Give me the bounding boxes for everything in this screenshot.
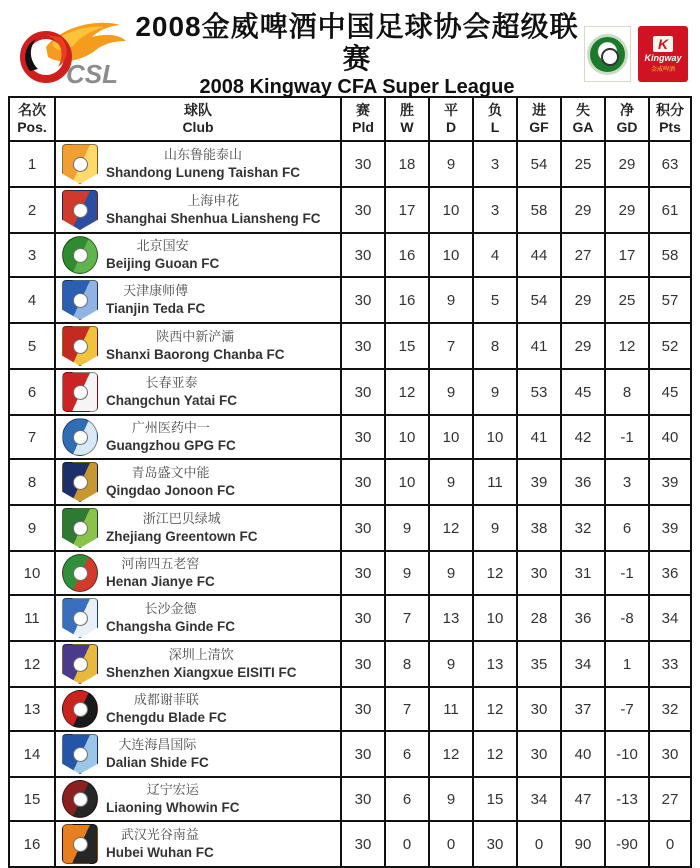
draws-cell: 11 [429, 687, 473, 731]
club-name-en: Zhejiang Greentown FC [106, 528, 258, 544]
played-cell: 30 [341, 641, 385, 687]
played-cell: 30 [341, 459, 385, 505]
wins-cell: 15 [385, 323, 429, 369]
wins-cell: 9 [385, 551, 429, 595]
club-name-en: Changchun Yatai FC [106, 392, 238, 408]
goals-against-cell: 29 [561, 277, 605, 323]
table-row [9, 187, 691, 233]
club-name-zh: 大连海昌国际 [118, 736, 197, 752]
col-header-ga: 失 GA [561, 97, 605, 141]
played-cell: 30 [341, 277, 385, 323]
wins-cell: 0 [385, 821, 429, 867]
club-badge-icon [62, 280, 98, 320]
goals-for-cell: 38 [517, 505, 561, 551]
club-name-zh: 辽宁宏运 [146, 781, 199, 797]
draws-cell: 9 [429, 777, 473, 821]
club-name-en: Hubei Wuhan FC [106, 844, 214, 860]
wins-cell: 9 [385, 505, 429, 551]
played-cell: 30 [341, 505, 385, 551]
position-cell: 15 [9, 777, 55, 821]
points-cell: 40 [649, 415, 691, 459]
goals-against-cell: 27 [561, 233, 605, 277]
points-cell: 52 [649, 323, 691, 369]
club-cell [55, 777, 341, 821]
points-cell: 32 [649, 687, 691, 731]
page-header [0, 0, 700, 99]
col-header-w: 胜 W [385, 97, 429, 141]
draws-cell: 9 [429, 141, 473, 187]
club-badge-icon [62, 144, 98, 184]
goals-against-cell: 90 [561, 821, 605, 867]
goal-diff-cell: 1 [605, 641, 649, 687]
page-title-zh: 2008金威啤酒中国足球协会超级联赛 [135, 10, 579, 74]
kingway-sponsor-badge [638, 26, 688, 82]
position-cell: 2 [9, 187, 55, 233]
goals-against-cell: 32 [561, 505, 605, 551]
goals-against-cell: 25 [561, 141, 605, 187]
points-cell: 58 [649, 233, 691, 277]
csl-logo-text: CSL [66, 59, 118, 89]
kingway-k-icon: K [653, 36, 673, 52]
club-badge-icon [62, 644, 98, 684]
draws-cell: 9 [429, 459, 473, 505]
club-cell [55, 459, 341, 505]
goals-for-cell: 0 [517, 821, 561, 867]
club-badge-icon [62, 462, 98, 502]
losses-cell: 15 [473, 777, 517, 821]
played-cell: 30 [341, 323, 385, 369]
goal-diff-cell: -8 [605, 595, 649, 641]
position-cell: 10 [9, 551, 55, 595]
table-row [9, 459, 691, 505]
draws-cell: 0 [429, 821, 473, 867]
position-cell: 6 [9, 369, 55, 415]
table-row [9, 777, 691, 821]
club-name-zh: 武汉光谷南益 [120, 826, 199, 842]
col-header-pld: 赛 Pld [341, 97, 385, 141]
goals-against-cell: 36 [561, 459, 605, 505]
goals-for-cell: 54 [517, 277, 561, 323]
col-header-d: 平 D [429, 97, 473, 141]
club-name-zh: 广州医药中一 [131, 419, 210, 435]
draws-cell: 12 [429, 731, 473, 777]
csl-logo [8, 17, 130, 91]
goals-for-cell: 58 [517, 187, 561, 233]
club-cell [55, 277, 341, 323]
page-title-en: 2008 Kingway CFA Super League [199, 76, 515, 99]
club-badge-icon [62, 372, 98, 412]
club-name-en: Shanxi Baorong Chanba FC [106, 346, 285, 362]
club-name-zh: 成都谢菲联 [133, 691, 199, 707]
goals-for-cell: 44 [517, 233, 561, 277]
losses-cell: 3 [473, 141, 517, 187]
club-badge-icon [62, 554, 98, 592]
points-cell: 61 [649, 187, 691, 233]
club-name-zh: 长春亚泰 [145, 374, 198, 390]
league-table [8, 96, 692, 868]
club-name-en: Changsha Ginde FC [106, 618, 236, 634]
goal-diff-cell: -10 [605, 731, 649, 777]
goal-diff-cell: -1 [605, 551, 649, 595]
played-cell: 30 [341, 551, 385, 595]
table-row [9, 641, 691, 687]
club-badge-icon [62, 326, 98, 366]
played-cell: 30 [341, 731, 385, 777]
club-badge-icon [62, 690, 98, 728]
position-cell: 7 [9, 415, 55, 459]
header-logos [584, 26, 688, 82]
club-name-zh: 陕西中新浐灞 [156, 328, 235, 344]
table-row [9, 323, 691, 369]
cfa-league-badge-icon [584, 26, 631, 82]
position-cell: 9 [9, 505, 55, 551]
wins-cell: 18 [385, 141, 429, 187]
position-cell: 14 [9, 731, 55, 777]
title-block [130, 11, 584, 99]
goals-for-cell: 41 [517, 415, 561, 459]
points-cell: 39 [649, 459, 691, 505]
club-name-en: Chengdu Blade FC [106, 709, 227, 725]
goals-for-cell: 30 [517, 551, 561, 595]
goal-diff-cell: 25 [605, 277, 649, 323]
points-cell: 34 [649, 595, 691, 641]
table-row [9, 687, 691, 731]
goal-diff-cell: -7 [605, 687, 649, 731]
club-cell [55, 731, 341, 777]
losses-cell: 13 [473, 641, 517, 687]
goals-against-cell: 31 [561, 551, 605, 595]
club-cell [55, 505, 341, 551]
col-header-l: 负 L [473, 97, 517, 141]
goals-for-cell: 30 [517, 687, 561, 731]
club-name-en: Qingdao Jonoon FC [106, 482, 235, 498]
club-name-en: Tianjin Teda FC [106, 300, 206, 316]
table-row [9, 141, 691, 187]
played-cell: 30 [341, 687, 385, 731]
wins-cell: 12 [385, 369, 429, 415]
goals-against-cell: 42 [561, 415, 605, 459]
club-cell [55, 323, 341, 369]
club-cell [55, 233, 341, 277]
losses-cell: 30 [473, 821, 517, 867]
club-name-en: Shanghai Shenhua Liansheng FC [106, 210, 321, 226]
played-cell: 30 [341, 595, 385, 641]
wins-cell: 16 [385, 233, 429, 277]
points-cell: 30 [649, 731, 691, 777]
draws-cell: 9 [429, 369, 473, 415]
league-table-header [9, 97, 691, 141]
col-header-pts: 积分 Pts [649, 97, 691, 141]
wins-cell: 7 [385, 595, 429, 641]
losses-cell: 12 [473, 551, 517, 595]
club-cell [55, 821, 341, 867]
table-row [9, 233, 691, 277]
wins-cell: 16 [385, 277, 429, 323]
goals-for-cell: 34 [517, 777, 561, 821]
club-name-en: Guangzhou GPG FC [106, 437, 236, 453]
club-cell [55, 595, 341, 641]
club-name-zh: 河南四五老窖 [121, 555, 200, 571]
draws-cell: 9 [429, 277, 473, 323]
club-badge-icon [62, 418, 98, 456]
played-cell: 30 [341, 141, 385, 187]
wins-cell: 8 [385, 641, 429, 687]
goal-diff-cell: 29 [605, 187, 649, 233]
goals-against-cell: 29 [561, 323, 605, 369]
club-name-zh: 深圳上清饮 [168, 646, 234, 662]
club-badge-icon [62, 508, 98, 548]
draws-cell: 9 [429, 641, 473, 687]
draws-cell: 9 [429, 551, 473, 595]
club-badge-icon [62, 824, 98, 864]
losses-cell: 11 [473, 459, 517, 505]
goals-for-cell: 41 [517, 323, 561, 369]
football-icon [587, 34, 628, 75]
position-cell: 12 [9, 641, 55, 687]
club-cell [55, 551, 341, 595]
wins-cell: 6 [385, 731, 429, 777]
club-badge-icon [62, 190, 98, 230]
draws-cell: 7 [429, 323, 473, 369]
goals-against-cell: 29 [561, 187, 605, 233]
draws-cell: 13 [429, 595, 473, 641]
goal-diff-cell: 8 [605, 369, 649, 415]
played-cell: 30 [341, 777, 385, 821]
points-cell: 33 [649, 641, 691, 687]
club-name-zh: 浙江巴贝绿城 [142, 510, 221, 526]
col-header-gf: 进 GF [517, 97, 561, 141]
losses-cell: 12 [473, 687, 517, 731]
losses-cell: 9 [473, 369, 517, 415]
club-name-en: Beijing Guoan FC [106, 255, 220, 271]
club-cell [55, 641, 341, 687]
goals-against-cell: 47 [561, 777, 605, 821]
club-badge-icon [62, 598, 98, 638]
club-name-en: Henan Jianye FC [106, 573, 215, 589]
col-header-club: 球队 Club [55, 97, 341, 141]
goal-diff-cell: -13 [605, 777, 649, 821]
club-name-zh: 北京国安 [136, 237, 189, 253]
goal-diff-cell: 29 [605, 141, 649, 187]
points-cell: 39 [649, 505, 691, 551]
draws-cell: 10 [429, 187, 473, 233]
points-cell: 0 [649, 821, 691, 867]
club-cell [55, 369, 341, 415]
table-row [9, 505, 691, 551]
club-name-zh: 长沙金德 [144, 600, 197, 616]
table-row [9, 415, 691, 459]
table-row [9, 369, 691, 415]
position-cell: 11 [9, 595, 55, 641]
losses-cell: 8 [473, 323, 517, 369]
wins-cell: 10 [385, 415, 429, 459]
draws-cell: 10 [429, 233, 473, 277]
goals-against-cell: 45 [561, 369, 605, 415]
losses-cell: 3 [473, 187, 517, 233]
goal-diff-cell: 17 [605, 233, 649, 277]
club-name-zh: 上海申花 [187, 192, 240, 208]
losses-cell: 10 [473, 595, 517, 641]
club-name-en: Shenzhen Xiangxue EISITI FC [106, 664, 297, 680]
table-row [9, 595, 691, 641]
position-cell: 13 [9, 687, 55, 731]
goal-diff-cell: -90 [605, 821, 649, 867]
goals-for-cell: 39 [517, 459, 561, 505]
table-row [9, 551, 691, 595]
league-table-body [9, 141, 691, 867]
points-cell: 27 [649, 777, 691, 821]
points-cell: 45 [649, 369, 691, 415]
club-cell [55, 687, 341, 731]
club-badge-icon [62, 236, 98, 274]
club-name-zh: 天津康师傅 [123, 282, 189, 298]
club-cell [55, 141, 341, 187]
club-name-en: Dalian Shide FC [106, 754, 209, 770]
losses-cell: 12 [473, 731, 517, 777]
wins-cell: 10 [385, 459, 429, 505]
club-cell [55, 415, 341, 459]
draws-cell: 12 [429, 505, 473, 551]
losses-cell: 10 [473, 415, 517, 459]
goals-for-cell: 54 [517, 141, 561, 187]
table-row [9, 731, 691, 777]
club-cell [55, 187, 341, 233]
goals-against-cell: 37 [561, 687, 605, 731]
kingway-subtext: 金威啤酒 [650, 66, 675, 73]
table-row [9, 821, 691, 867]
wins-cell: 6 [385, 777, 429, 821]
club-name-zh: 青岛盛文中能 [131, 464, 210, 480]
goals-against-cell: 36 [561, 595, 605, 641]
points-cell: 57 [649, 277, 691, 323]
goals-for-cell: 53 [517, 369, 561, 415]
club-name-en: Shandong Luneng Taishan FC [106, 164, 300, 180]
played-cell: 30 [341, 415, 385, 459]
club-name-en: Liaoning Whowin FC [106, 799, 240, 815]
goal-diff-cell: 6 [605, 505, 649, 551]
goals-against-cell: 34 [561, 641, 605, 687]
points-cell: 36 [649, 551, 691, 595]
played-cell: 30 [341, 369, 385, 415]
losses-cell: 5 [473, 277, 517, 323]
position-cell: 16 [9, 821, 55, 867]
col-header-pos: 名次 Pos. [9, 97, 55, 141]
position-cell: 5 [9, 323, 55, 369]
goal-diff-cell: -1 [605, 415, 649, 459]
position-cell: 4 [9, 277, 55, 323]
wins-cell: 17 [385, 187, 429, 233]
points-cell: 63 [649, 141, 691, 187]
position-cell: 1 [9, 141, 55, 187]
played-cell: 30 [341, 821, 385, 867]
col-header-gd: 净 GD [605, 97, 649, 141]
table-row [9, 277, 691, 323]
club-badge-icon [62, 734, 98, 774]
goal-diff-cell: 12 [605, 323, 649, 369]
goals-against-cell: 40 [561, 731, 605, 777]
kingway-name: Kingway [644, 52, 682, 63]
played-cell: 30 [341, 233, 385, 277]
goals-for-cell: 28 [517, 595, 561, 641]
goals-for-cell: 30 [517, 731, 561, 777]
losses-cell: 9 [473, 505, 517, 551]
club-name-zh: 山东鲁能泰山 [163, 146, 242, 162]
wins-cell: 7 [385, 687, 429, 731]
position-cell: 3 [9, 233, 55, 277]
goals-for-cell: 35 [517, 641, 561, 687]
played-cell: 30 [341, 187, 385, 233]
position-cell: 8 [9, 459, 55, 505]
draws-cell: 10 [429, 415, 473, 459]
goal-diff-cell: 3 [605, 459, 649, 505]
losses-cell: 4 [473, 233, 517, 277]
club-badge-icon [62, 780, 98, 818]
